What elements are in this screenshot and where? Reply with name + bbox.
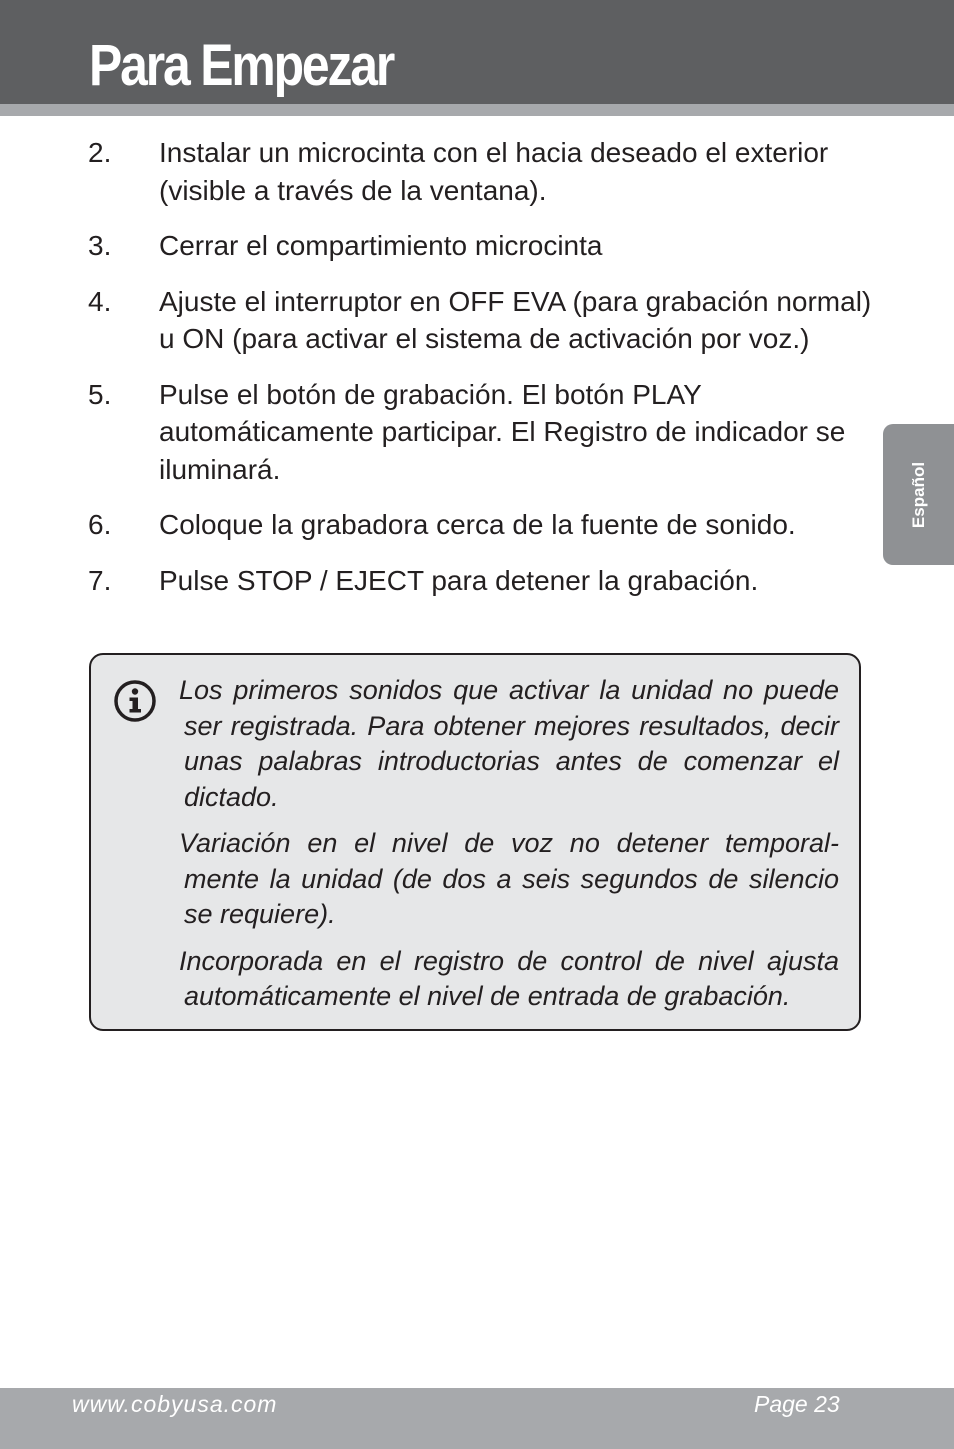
list-item <box>88 227 878 265</box>
step-number: 3. <box>88 230 112 261</box>
note-paragraph: Los primeros sonidos que activar la unidad no puede ser registrada. Para obtener mejores resultados, decir unas palabras introductorias antes de comenzar el dictado. <box>179 675 839 812</box>
note-paragraph: Incorporada en el registro de control de nivel ajusta automáticamente el nivel de entrada de grabación. <box>179 945 839 1011</box>
footer-url: www.cobyusa.com <box>72 1391 278 1417</box>
note-paragraph: Variación en el nivel de voz no detener temporal-mente la unidad (de dos a seis segundos de silencio se requiere). <box>179 828 839 929</box>
language-tab-label: Español <box>908 461 928 528</box>
step-number: 6. <box>88 509 112 540</box>
step-text: Pulse STOP / EJECT para detener la grabación. <box>159 564 759 596</box>
step-number: 2. <box>88 137 112 168</box>
list-item <box>88 283 878 358</box>
step-text: Ajuste el interruptor en OFF EVA (para grabación normal) u ON (para activar el sistema de activación por voz.) <box>159 285 872 354</box>
list-item <box>88 506 878 544</box>
step-text: Cerrar el compartimiento microcinta <box>159 230 603 261</box>
step-number: 5. <box>88 378 112 410</box>
language-tab <box>883 424 954 565</box>
info-icon <box>113 679 157 723</box>
step-text: Coloque la grabadora cerca de la fuente de sonido. <box>159 509 796 540</box>
page-title: Para Empezar <box>89 33 394 98</box>
note-text <box>179 673 839 1026</box>
step-number: 4. <box>88 285 112 317</box>
step-text: Pulse el botón de grabación. El botón PLAY automáticamente participar. El Registro de indicador se iluminará. <box>159 378 846 485</box>
step-text: Instalar un microcinta con el hacia deseado el exterior (visible a través de la ventana). <box>159 137 829 206</box>
page-number: Page 23 <box>754 1391 840 1417</box>
step-number: 7. <box>88 564 112 596</box>
list-item <box>88 562 878 600</box>
steps-list <box>88 134 878 617</box>
list-item <box>88 134 878 209</box>
note-box <box>89 653 861 1031</box>
header-stripe <box>0 104 954 116</box>
list-item <box>88 376 878 489</box>
